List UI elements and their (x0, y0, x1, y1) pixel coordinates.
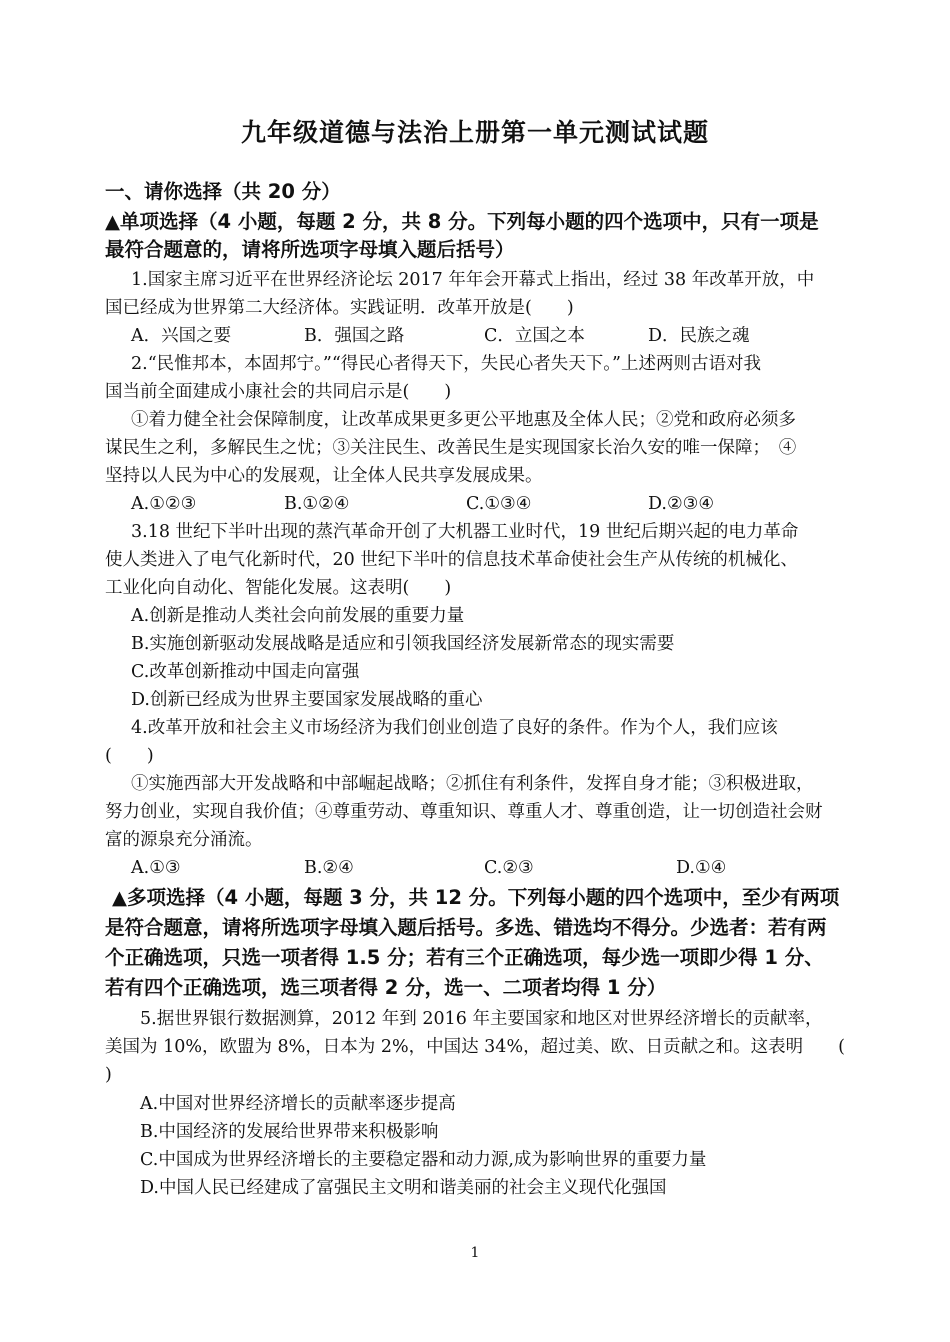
question-4-statement: ①实施西部大开发战略和中部崛起战略；②抓住有利条件，发挥自身才能；③积极进取， (131, 774, 814, 794)
question-4-option-a: A.①③ (131, 858, 181, 878)
question-5-option-d: D.中国人民已经建成了富强民主文明和谐美丽的社会主义现代化强国 (140, 1178, 667, 1198)
question-4-statement: 富的源泉充分涌流。 (105, 830, 263, 850)
multi-choice-intro-line: ▲多项选择（4 小题，每题 3 分，共 12 分。下列每小题的四个选项中，至少有两项 (112, 886, 840, 909)
question-4-stem: 4.改革开放和社会主义市场经济为我们创业创造了良好的条件。作为个人，我们应该 (131, 718, 778, 738)
question-4-option-c: C.②③ (484, 858, 534, 878)
question-2-statement: ①着力健全社会保障制度，让改革成果更多更公平地惠及全体人民；②党和政府必须多 (131, 410, 796, 430)
question-3-stem: 使人类进入了电气化新时代，20 世纪下半叶的信息技术革命使社会生产从传统的机械化、 (105, 550, 798, 570)
question-1-option-b: B．强国之路 (304, 326, 405, 346)
section-heading: 一、请你选择（共 20 分） (105, 180, 341, 203)
single-choice-intro-line: 最符合题意的，请将所选项字母填入题后括号） (105, 238, 515, 261)
question-4-statement: 努力创业，实现自我价值；④尊重劳动、尊重知识、尊重人才、尊重创造，让一切创造社会财 (105, 802, 823, 822)
question-2-option-b: B.①②④ (284, 494, 350, 514)
question-4-option-d: D.①④ (676, 858, 727, 878)
multi-choice-intro-line: 个正确选项，只选一项者得 1.5 分；若有三个正确选项，每少选一项即少得 1 分、 (105, 946, 824, 969)
question-2-option-c: C.①③④ (466, 494, 532, 514)
question-2-statement: 谋民生之利，多解民生之忧；③关注民生、改善民生是实现国家长治久安的唯一保障； ④ (105, 438, 797, 458)
question-5-option-c: C.中国成为世界经济增长的主要稳定器和动力源,成为影响世界的重要力量 (140, 1150, 707, 1170)
question-1-stem: 1.国家主席习近平在世界经济论坛 2017 年年会开幕式上指出，经过 38 年改革开放，中 (131, 270, 815, 290)
question-5-option-a: A.中国对世界经济增长的贡献率逐步提高 (140, 1094, 456, 1114)
question-2-stem: 国当前全面建成小康社会的共同启示是( ) (105, 382, 452, 402)
question-3-option-a: A.创新是推动人类社会向前发展的重要力量 (131, 606, 465, 626)
question-5-stem: ) (105, 1065, 112, 1085)
question-1-option-c: C．立国之本 (484, 326, 585, 346)
page-number: 1 (470, 1245, 480, 1261)
question-2-option-d: D.②③④ (648, 494, 715, 514)
question-1-option-d: D．民族之魂 (648, 326, 750, 346)
question-2-stem: 2.“民惟邦本，本固邦宁。”“得民心者得天下，失民心者失天下。”上述两则古语对我 (131, 354, 761, 374)
question-2-statement: 坚持以人民为中心的发展观，让全体人民共享发展成果。 (105, 466, 543, 486)
page-title: 九年级道德与法治上册第一单元测试试题 (240, 118, 709, 147)
question-3-option-b: B.实施创新驱动发展战略是适应和引领我国经济发展新常态的现实需要 (131, 634, 675, 654)
single-choice-intro-line: ▲单项选择（4 小题，每题 2 分，共 8 分。下列每小题的四个选项中，只有一项是 (105, 210, 819, 233)
question-3-stem: 工业化向自动化、智能化发展。这表明( ) (105, 578, 452, 598)
multi-choice-intro-line: 是符合题意，请将所选项字母填入题后括号。多选、错选均不得分。少选者：若有两 (105, 916, 827, 939)
multi-choice-intro-line: 若有四个正确选项，选三项者得 2 分，选一、二项者均得 1 分） (105, 976, 667, 999)
question-5-stem: 5.据世界银行数据测算，2012 年到 2016 年主要国家和地区对世界经济增长的贡献率， (140, 1009, 823, 1029)
question-3-option-d: D.创新已经成为世界主要国家发展战略的重心 (131, 690, 483, 710)
question-4-stem: ( ) (105, 746, 154, 766)
question-3-stem: 3.18 世纪下半叶出现的蒸汽革命开创了大机器工业时代，19 世纪后期兴起的电力革命 (131, 522, 799, 542)
question-3-option-c: C.改革创新推动中国走向富强 (131, 662, 360, 682)
question-5-stem: 美国为 10%，欧盟为 8%，日本为 2%，中国达 34%，超过美、欧、日贡献之和。这表明 ( (105, 1037, 845, 1057)
question-5-option-b: B.中国经济的发展给世界带来积极影响 (140, 1122, 439, 1142)
question-1-option-a: A．兴国之要 (131, 326, 232, 346)
question-4-option-b: B.②④ (304, 858, 354, 878)
question-2-option-a: A.①②③ (131, 494, 197, 514)
question-1-stem: 国已经成为世界第二大经济体。实践证明．改革开放是( ) (105, 298, 574, 318)
